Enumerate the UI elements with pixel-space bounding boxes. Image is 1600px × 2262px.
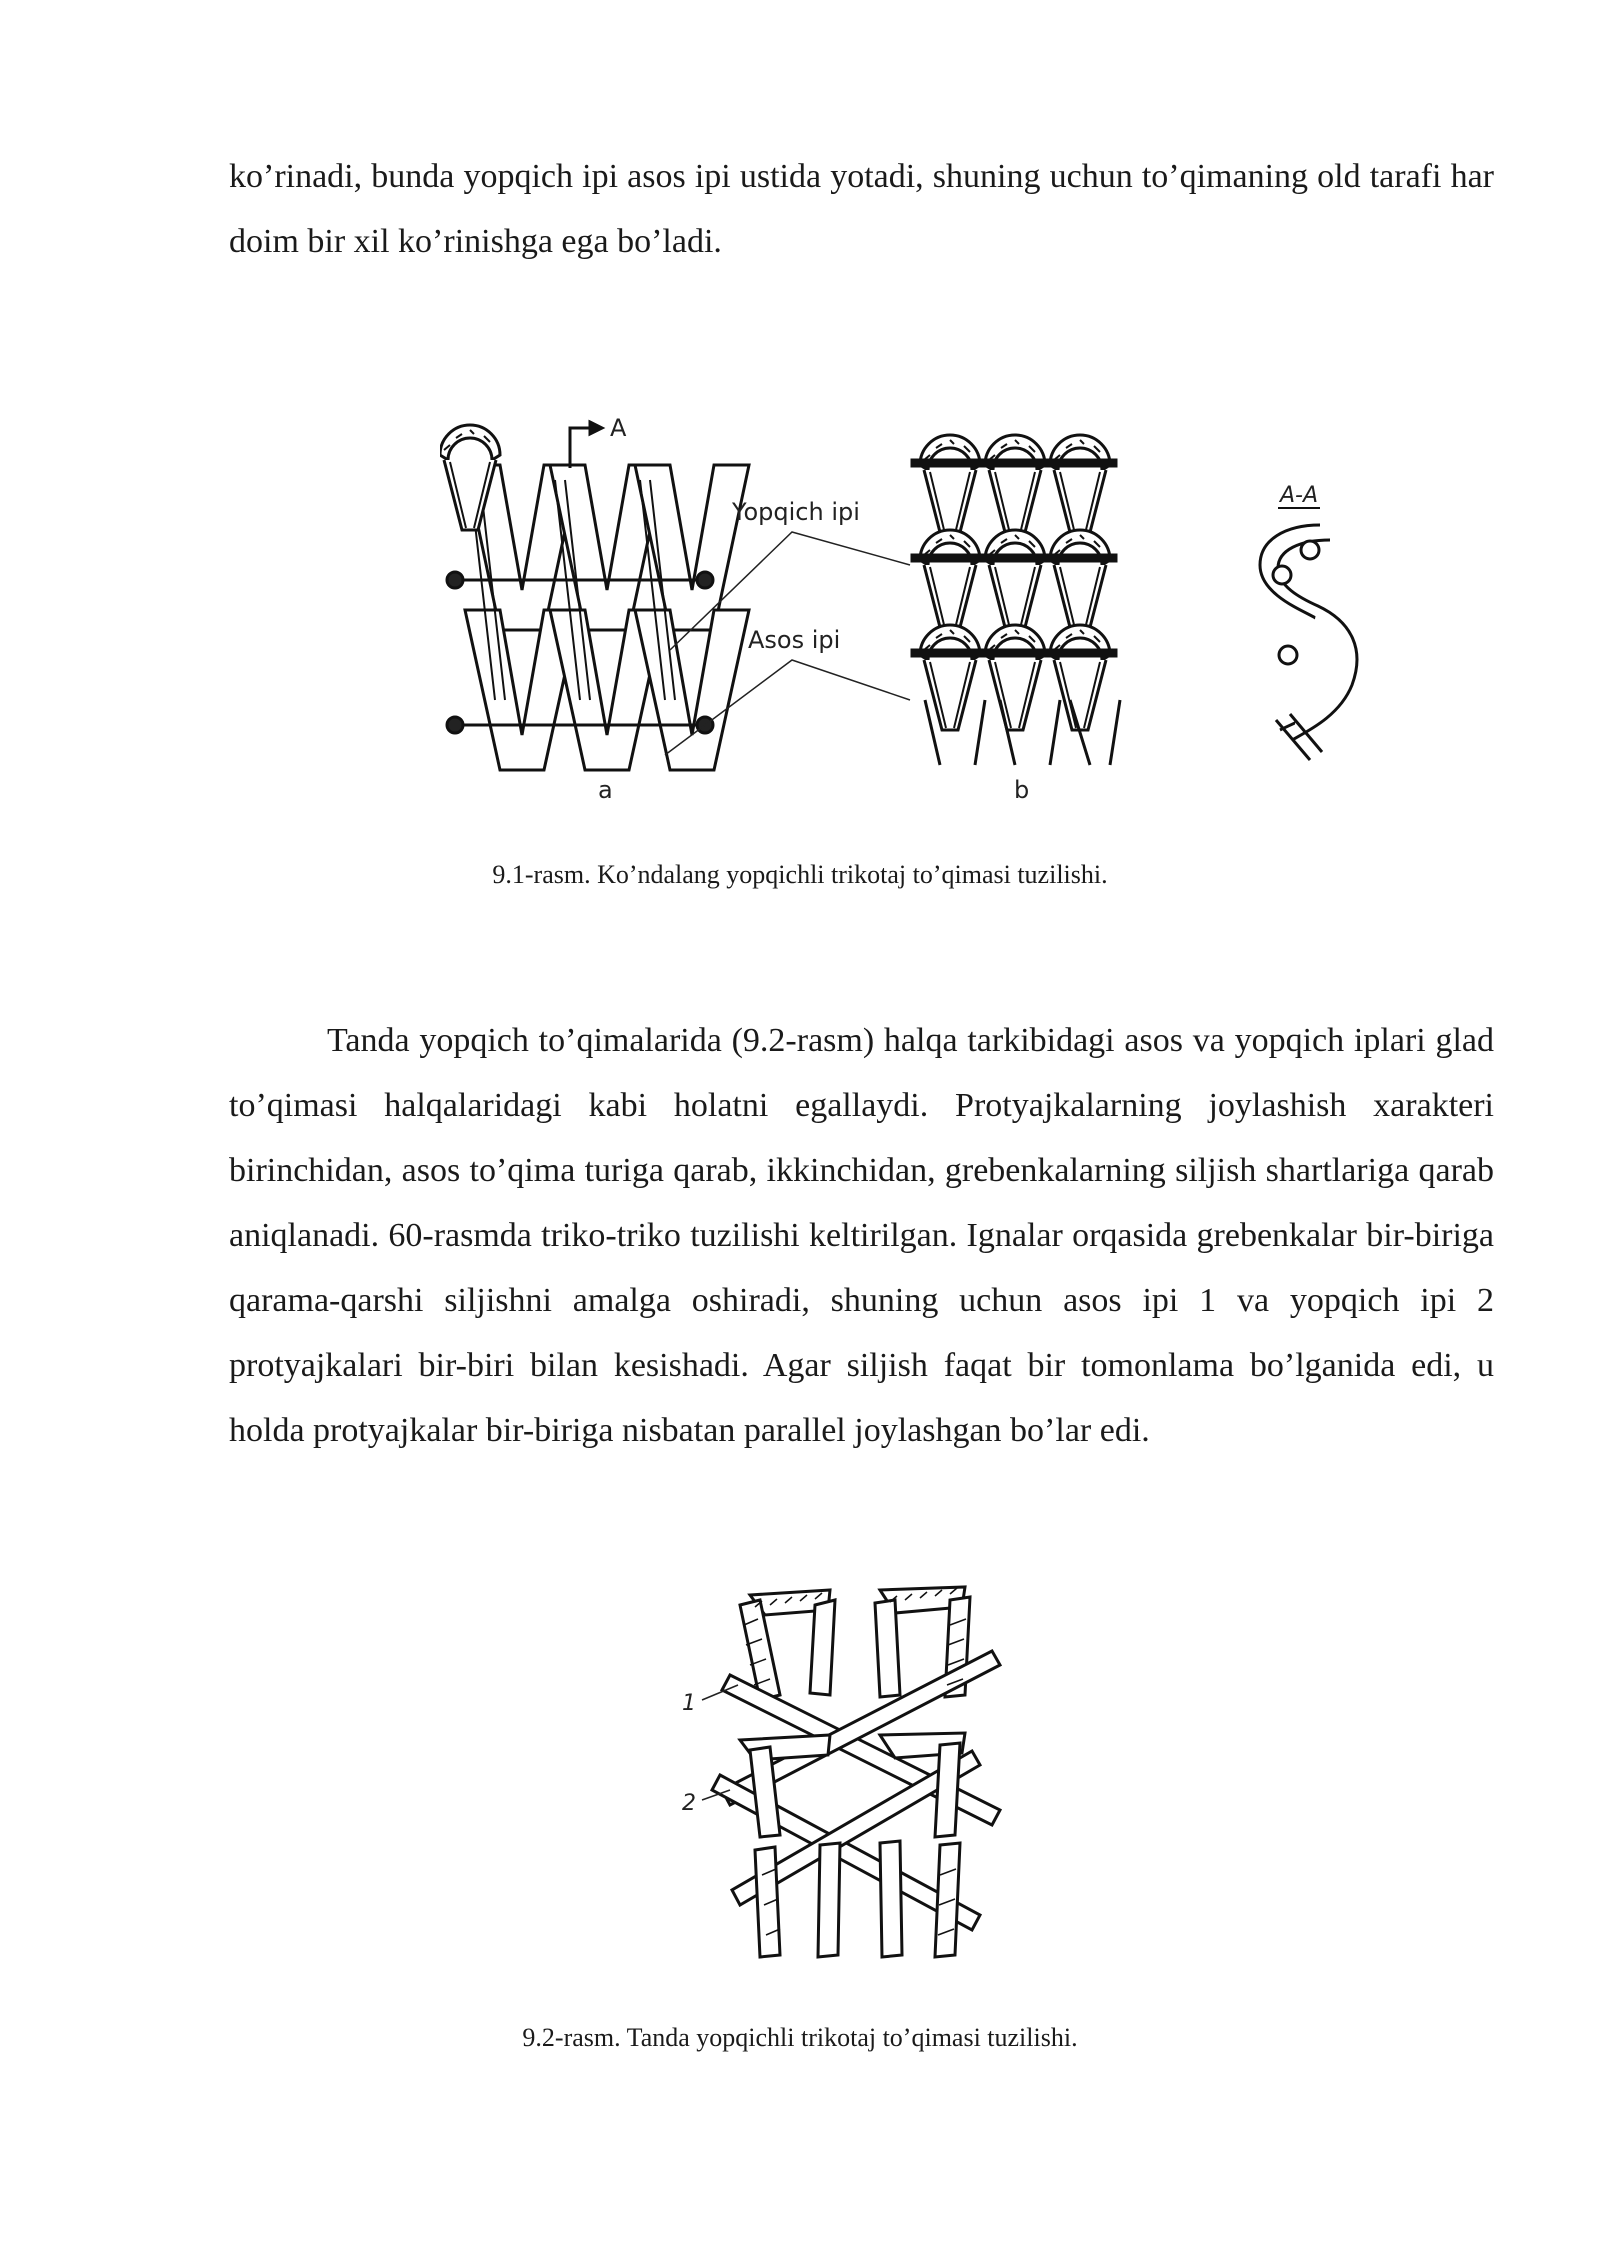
figure-9-1-section-a-a: [1260, 525, 1357, 760]
paragraph-tanda-yopqich: Tanda yopqich to’qimalarida (9.2-rasm) halqa tarkibidagi asos va yopqich iplari glad to’qimasi halqalaridagi kabi holatni egallaydi. Protyajkalarning joylashish xarakteri birinchidan, asos to’qima turiga qarab, ikkinchidan, grebenkalarning siljish shartlariga qarab aniqlanadi. 60-rasmda triko-triko tuzilishi keltirilgan. Ignalar orqasida grebenkalar bir-biriga qarama-qarshi siljishni amalga oshiradi, shuning uchun asos ipi 1 va yopqich ipi 2 protyajkalari bir-biri bilan kesishadi. Agar siljish faqat bir tomonlama bo’lganida edi, u holda protyajkalar bir-biriga nisbatan parallel joylashgan bo’lar edi.: [229, 1022, 1494, 1449]
figure-9-1-knit-structure: [440, 400, 1380, 820]
paragraph-intro: ko’rinadi, bunda yopqich ipi asos ipi ustida yotadi, shuning uchun to’qimaning old tarafi har doim bir xil ko’rinishga ega bo’ladi.: [229, 158, 1494, 260]
section-marker-label: A: [610, 414, 627, 442]
label-section-a-a: A-A: [1280, 483, 1319, 508]
label-a: a: [598, 776, 613, 804]
label-2: 2: [682, 1791, 696, 1816]
label-asos-ipi: Asos ipi: [748, 626, 841, 654]
caption-figure-9-2: 9.2-rasm. Tanda yopqichli trikotaj to’qimasi tuzilishi.: [522, 2023, 1078, 2052]
label-1: 1: [682, 1691, 696, 1716]
figure-9-2-warp-plated-structure: [680, 1575, 1050, 1970]
section-marker-arrow: [570, 422, 602, 468]
caption-figure-9-1: 9.1-rasm. Ko’ndalang yopqichli trikotaj to’qimasi tuzilishi.: [492, 860, 1108, 889]
label-b: b: [1014, 776, 1030, 804]
label-yopqich-ipi: Yopqich ipi: [732, 498, 860, 526]
